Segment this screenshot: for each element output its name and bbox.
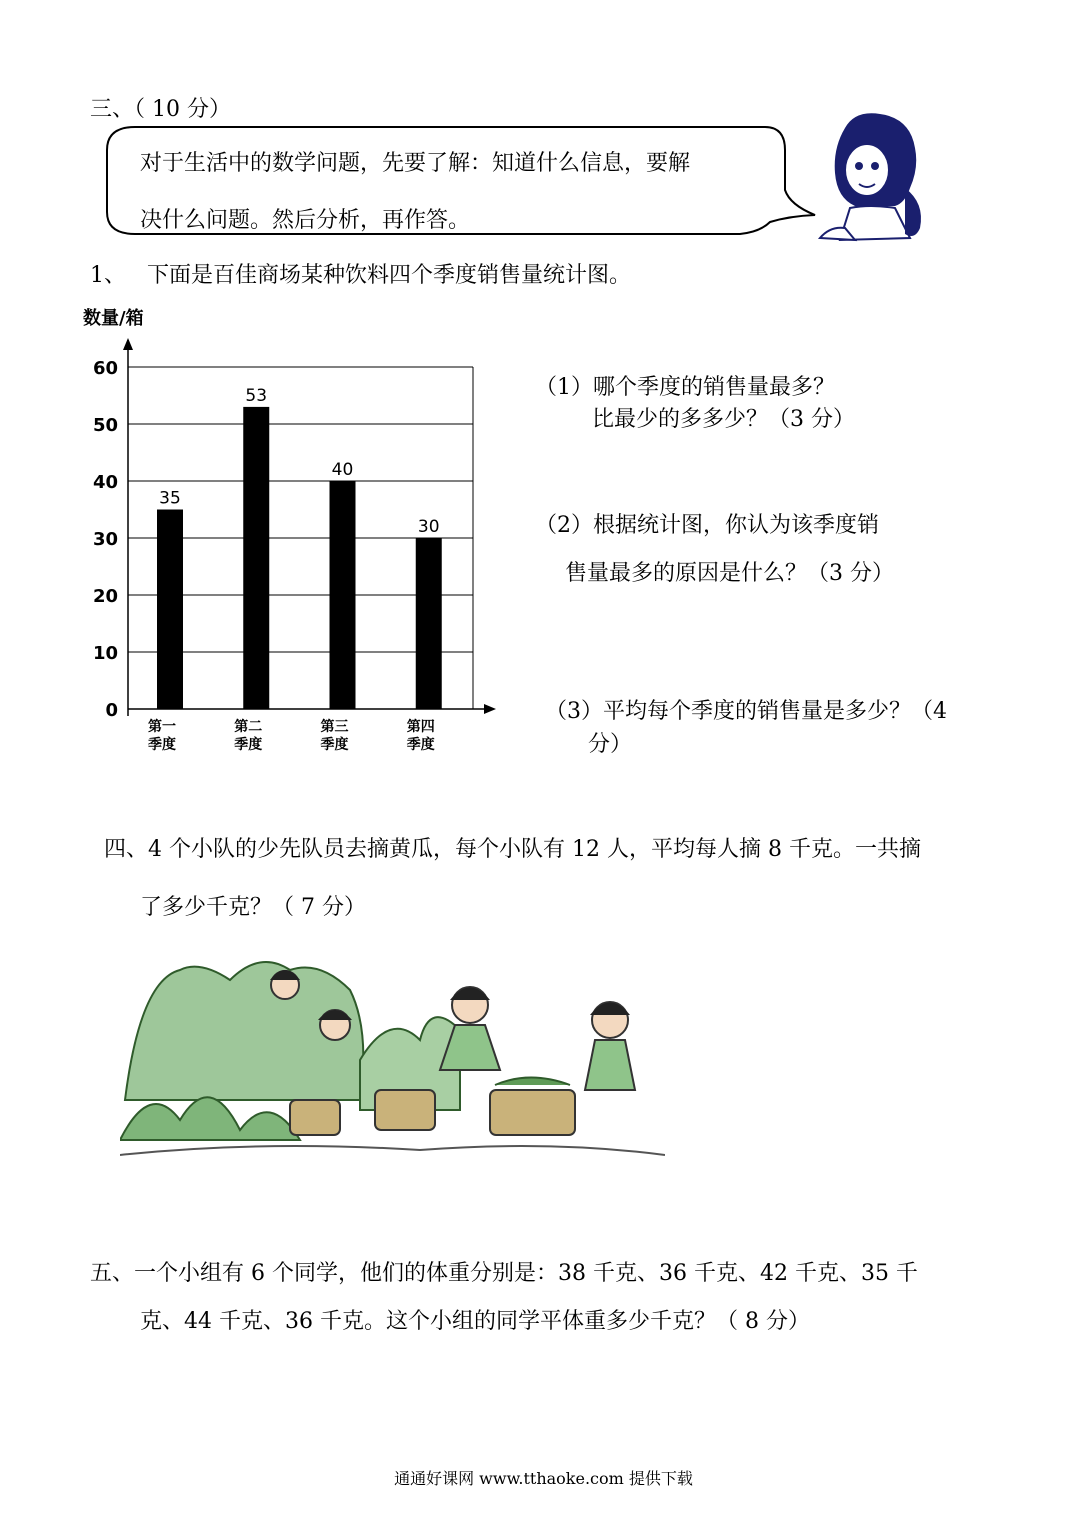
bar <box>416 538 442 709</box>
x-tick-label-line-1: 第三 <box>320 719 349 735</box>
bar <box>243 407 269 709</box>
footer-text: 通通好课网 www.tthaoke.com 提供下载 <box>394 1469 693 1488</box>
bar <box>330 481 356 709</box>
x-tick-label-line-2: 季度 <box>234 737 263 753</box>
bar-value-label: 30 <box>417 517 440 537</box>
bar-value-label: 40 <box>331 460 354 480</box>
bar-chart <box>70 300 510 770</box>
chart-y-ticks <box>93 358 118 721</box>
chart-x-ticks <box>148 718 435 753</box>
x-tick-label-line-1: 第一 <box>148 719 176 735</box>
x-tick-label-line-2: 季度 <box>148 737 176 753</box>
section-5-line-1: 五、一个小组有 6 个同学，他们的体重分别是：38 千克、36 千克、42 千克、35 千 <box>90 1261 918 1286</box>
bar <box>157 510 183 710</box>
x-tick-label-line-2: 季度 <box>406 737 435 753</box>
y-tick-label: 50 <box>92 415 118 436</box>
y-tick-label: 30 <box>92 529 118 550</box>
chart-data-labels <box>159 386 439 537</box>
y-tick-label: 10 <box>92 643 118 664</box>
question-1-text: 下面是百佳商场某种饮料四个季度销售量统计图。 <box>147 263 632 288</box>
bar-value-label: 35 <box>159 488 181 509</box>
sub-question-2-line-2: 售量最多的原因是什么？（3 分） <box>565 561 894 586</box>
bubble-text-line-2: 决什么问题。然后分析，再作答。 <box>140 208 471 233</box>
section-4-line-2: 了多少千克？（ 7 分） <box>140 895 366 920</box>
section-4-line-1: 四、4 个小队的少先队员去摘黄瓜，每个小队有 12 人，平均每人摘 8 千克。一共摘 <box>104 837 921 862</box>
bar-value-label: 53 <box>245 385 268 406</box>
sub-question-1-line-2: 比最少的多多少？（3 分） <box>592 407 855 432</box>
sub-question-3-line-1: （3）平均每个季度的销售量是多少？（4 <box>545 699 947 724</box>
sub-question-1-line-1: （1）哪个季度的销售量最多？ <box>535 375 835 400</box>
section-3-heading: 三、（ 10 分） <box>90 97 231 122</box>
chart-bars <box>157 407 442 709</box>
section-5-line-2: 克、44 千克、36 千克。这个小组的同学平体重多少千克？（ 8 分） <box>140 1309 810 1334</box>
chart-y-label: 数量/箱 <box>83 308 144 329</box>
y-tick-label: 40 <box>92 472 118 493</box>
girl-illustration <box>815 108 935 248</box>
x-tick-label-line-1: 第二 <box>234 719 263 735</box>
sub-question-3-line-2: 分） <box>588 732 633 757</box>
question-1-number: 1、 <box>90 263 126 288</box>
x-tick-label-line-2: 季度 <box>320 737 349 753</box>
y-tick-label: 0 <box>105 700 118 721</box>
sub-question-2-line-1: （2）根据统计图，你认为该季度销 <box>535 513 879 538</box>
bubble-text-line-1: 对于生活中的数学问题，先要了解：知道什么信息，要解 <box>140 151 691 176</box>
x-tick-label-line-1: 第四 <box>406 719 435 735</box>
y-tick-label: 20 <box>92 586 118 607</box>
cucumber-picking-illustration <box>120 940 665 1170</box>
y-tick-label: 60 <box>92 358 118 379</box>
